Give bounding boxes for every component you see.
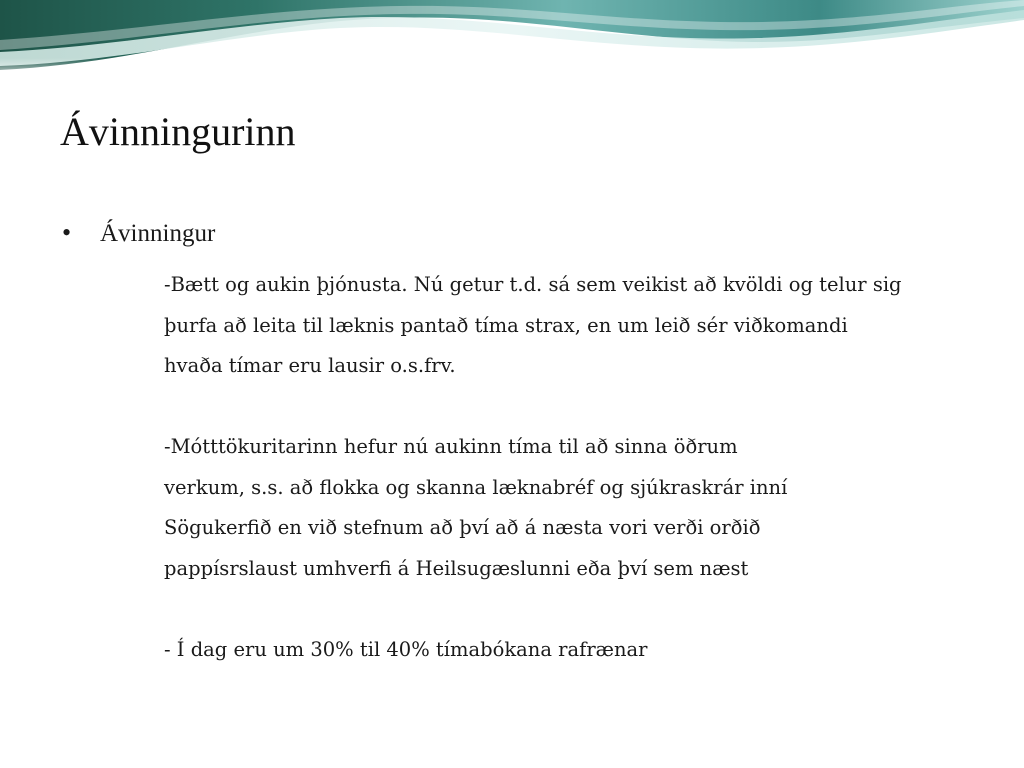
bullet-marker: • [62,218,72,247]
paragraph-2-line-3: Sögukerfið en við stefnum að því að á næsta vori verði orðið [164,516,761,539]
paragraph-spacer [164,589,1004,630]
paragraph-3-line-1: - Í dag eru um 30% til 40% tímabókana rafrænar [164,637,648,661]
slide-title: Ávinningurinn [60,109,296,154]
body-text [164,265,1004,670]
decorative-wave-banner [0,0,1024,80]
paragraph-1-line-1: -Bætt og aukin þjónusta. Nú getur t.d. sá sem veikist að kvöldi og telur sig [164,273,902,296]
paragraph-1-line-3: hvaða tímar eru lausir o.s.frv. [164,354,456,377]
paragraph-2-line-2: verkum, s.s. að flokka og skanna læknabréf og sjúkraskrár inní [164,475,788,499]
paragraph-2-line-4: pappísrslaust umhverfi á Heilsugæslunni eða því sem næst [164,556,749,580]
paragraph-2-line-1: -Mótttökuritarinn hefur nú aukinn tíma til að sinna öðrum [164,435,738,458]
bullet-item [62,218,215,248]
paragraph-spacer [164,387,1004,428]
paragraph-1-line-2: þurfa að leita til læknis pantað tíma strax, en um leið sér viðkomandi [164,313,848,337]
bullet-label: Ávinningur [100,220,216,247]
